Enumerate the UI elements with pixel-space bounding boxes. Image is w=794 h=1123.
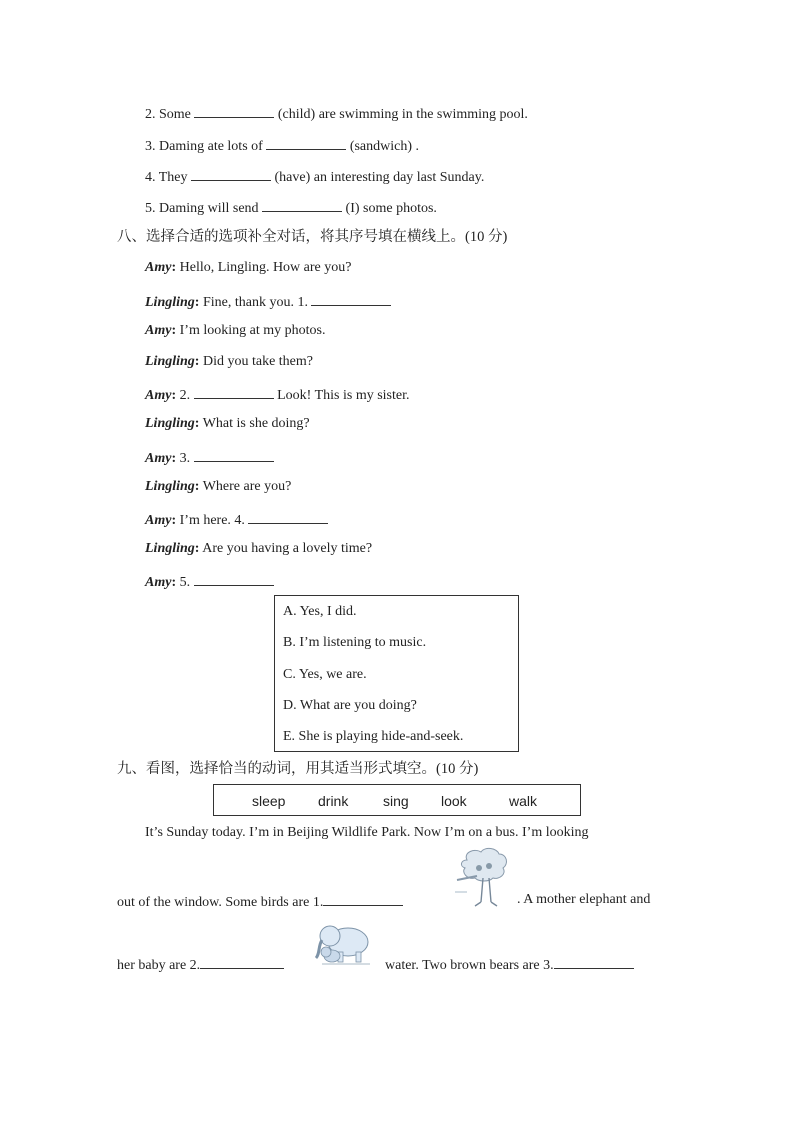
item-suffix: (child) are swimming in the swimming pool. — [277, 107, 528, 122]
options-box — [274, 595, 519, 752]
dialogue-line-7: Amy: 3. — [145, 447, 274, 468]
item-suffix: (sandwich) . — [349, 139, 420, 154]
dialogue-line-9: Amy: I’m here. 4. — [145, 509, 328, 530]
dialogue-text: 2. — [179, 388, 191, 403]
item-prefix: 3. Daming ate lots of — [145, 139, 263, 154]
dialogue-text-after: Look! This is my sister. — [277, 388, 410, 403]
option-d: D. What are you doing? — [283, 698, 417, 713]
speaker-name: Lingling — [145, 479, 195, 494]
passage-text: out of the window. Some birds are 1. — [117, 895, 324, 910]
passage-line-1: It’s Sunday today. I’m in Beijing Wildlife Park. Now I’m on a bus. I’m looking — [145, 825, 589, 840]
item-prefix: 5. Daming will send — [145, 201, 259, 216]
speaker-name: Amy — [145, 323, 172, 338]
dialogue-text: What is she doing? — [202, 416, 310, 431]
speaker-name: Amy — [145, 575, 172, 590]
option-a: A. Yes, I did. — [283, 604, 357, 619]
fill-item-4 — [145, 166, 484, 187]
fill-item-5 — [145, 197, 437, 218]
option-c: C. Yes, we are. — [283, 667, 367, 682]
dialogue-text: Where are you? — [202, 479, 292, 494]
dialogue-text: Hello, Lingling. How are you? — [179, 260, 352, 275]
answer-blank[interactable] — [200, 954, 284, 969]
word-drink: drink — [318, 793, 349, 809]
dialogue-text: 3. — [179, 451, 191, 466]
fill-item-3 — [145, 135, 419, 156]
passage-text: water. Two brown bears are 3. — [385, 958, 554, 973]
passage-line-3 — [117, 954, 284, 975]
answer-blank[interactable] — [262, 197, 342, 212]
answer-blank[interactable] — [323, 891, 403, 906]
answer-blank[interactable] — [191, 166, 271, 181]
dialogue-text: I’m looking at my photos. — [179, 323, 326, 338]
elephants-drinking-picture — [312, 916, 376, 968]
speaker-name: Lingling — [145, 354, 195, 369]
dialogue-line-6: Lingling: What is she doing? — [145, 416, 310, 431]
answer-blank[interactable] — [194, 571, 274, 586]
dialogue-line-4: Lingling: Did you take them? — [145, 354, 313, 369]
dialogue-text: 5. — [179, 575, 191, 590]
word-sing: sing — [383, 793, 409, 809]
item-prefix: 4. They — [145, 170, 188, 185]
dialogue-line-1: Amy: Hello, Lingling. How are you? — [145, 260, 352, 275]
dialogue-text: I’m here. 4. — [179, 513, 245, 528]
answer-blank[interactable] — [248, 509, 328, 524]
answer-blank[interactable] — [194, 103, 274, 118]
item-suffix: (have) an interesting day last Sunday. — [274, 170, 485, 185]
dialogue-line-2: Lingling: Fine, thank you. 1. — [145, 291, 391, 312]
answer-blank[interactable] — [311, 291, 391, 306]
word-sleep: sleep — [252, 793, 286, 809]
speaker-name: Amy — [145, 388, 172, 403]
item-prefix: 2. Some — [145, 107, 191, 122]
speaker-name: Lingling — [145, 295, 195, 310]
speaker-name: Amy — [145, 451, 172, 466]
dialogue-text: Are you having a lovely time? — [202, 541, 373, 556]
dialogue-text: Fine, thank you. 1. — [202, 295, 308, 310]
speaker-name: Lingling — [145, 416, 195, 431]
dialogue-line-3: Amy: I’m looking at my photos. — [145, 323, 326, 338]
dialogue-line-10: Lingling: Are you having a lovely time? — [145, 541, 373, 556]
passage-line-2-end: . A mother elephant and — [517, 892, 651, 907]
option-e: E. She is playing hide-and-seek. — [283, 729, 464, 744]
word-walk: walk — [509, 793, 538, 809]
speaker-name: Amy — [145, 260, 172, 275]
dialogue-line-11: Amy: 5. — [145, 571, 274, 592]
fill-item-2 — [145, 103, 528, 124]
passage-text: her baby are 2. — [117, 958, 201, 973]
option-b: B. I’m listening to music. — [283, 635, 427, 650]
dialogue-line-8: Lingling: Where are you? — [145, 479, 292, 494]
birds-on-tree-picture — [453, 846, 515, 908]
section-8-title: 八、选择合适的选项补全对话，将其序号填在横线上。(10 分) — [117, 229, 508, 245]
answer-blank[interactable] — [554, 954, 634, 969]
section-9-title: 九、看图，选择恰当的动词，用其适当形式填空。(10 分) — [117, 761, 479, 777]
answer-blank[interactable] — [194, 384, 274, 399]
item-suffix: (I) some photos. — [345, 201, 437, 216]
dialogue-line-5: Amy: 2. Look! This is my sister. — [145, 384, 409, 405]
answer-blank[interactable] — [266, 135, 346, 150]
speaker-name: Amy — [145, 513, 172, 528]
answer-blank[interactable] — [194, 447, 274, 462]
speaker-name: Lingling — [145, 541, 195, 556]
passage-line-3-end — [385, 954, 634, 975]
word-bank — [213, 784, 581, 816]
passage-line-2 — [117, 891, 403, 912]
dialogue-text: Did you take them? — [202, 354, 313, 369]
word-look: look — [441, 793, 467, 809]
